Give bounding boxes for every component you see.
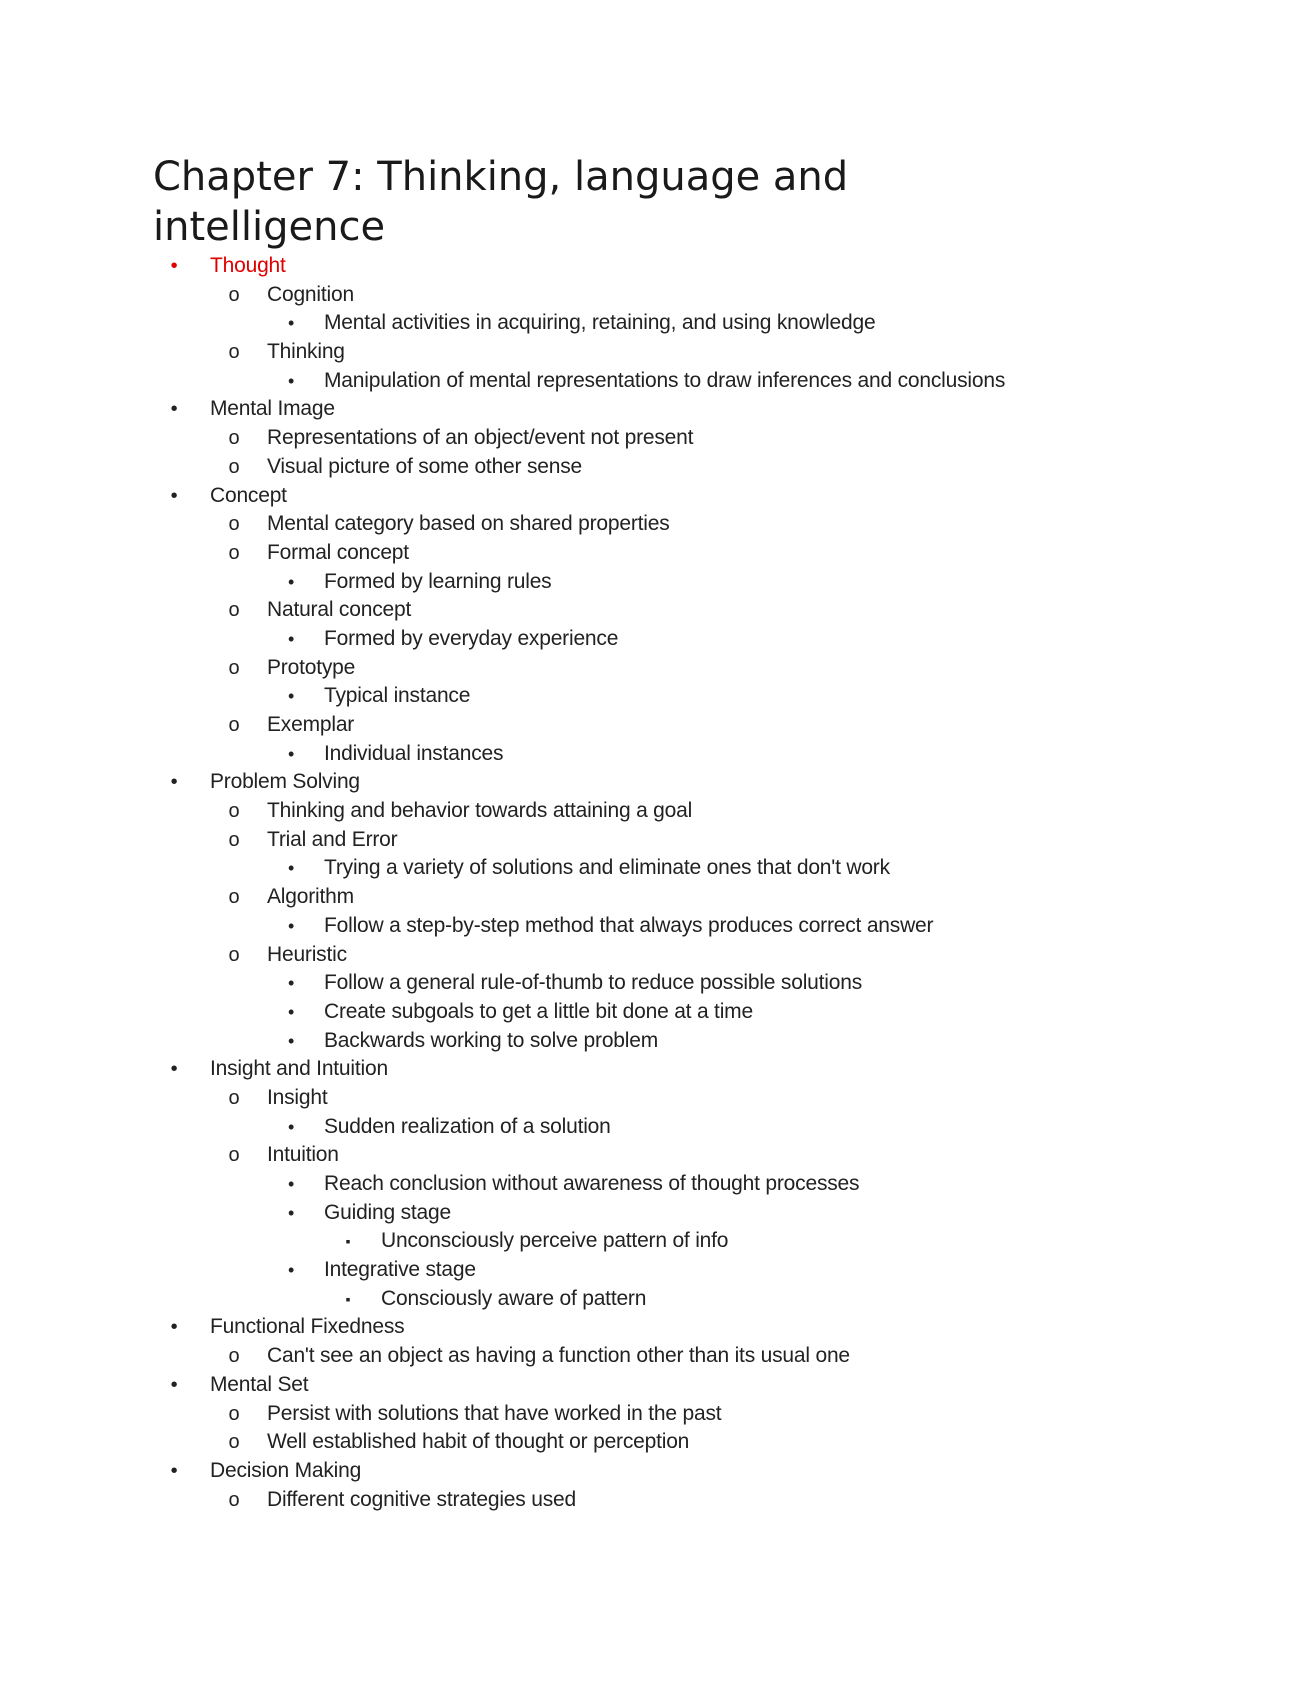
outline-item-level-3 <box>0 1170 1306 1199</box>
outline-item-text: Algorithm <box>267 885 354 909</box>
outline-item-level-1 <box>0 1457 1306 1486</box>
outline-item-text: Prototype <box>267 655 356 679</box>
outline-item-level-2 <box>0 826 1306 855</box>
outline-item-level-2 <box>0 654 1306 683</box>
outline-item-text: Formed by learning rules <box>324 569 552 593</box>
circle-bullet-icon: o <box>228 800 240 823</box>
outline-list <box>0 252 1306 1514</box>
outline-item-level-1 <box>0 1371 1306 1400</box>
outline-item-level-2 <box>0 1342 1306 1371</box>
circle-bullet-icon: o <box>228 283 240 306</box>
outline-item-text: Decision Making <box>210 1458 362 1482</box>
outline-item-level-3 <box>0 682 1306 711</box>
outline-item-text: Mental Set <box>210 1372 309 1396</box>
disc-bullet-icon: • <box>287 571 295 592</box>
disc-bullet-icon: • <box>170 255 178 277</box>
outline-item-level-3 <box>0 740 1306 769</box>
outline-item-text: Cognition <box>267 282 354 306</box>
outline-item-text: Problem Solving <box>210 770 360 794</box>
outline-item-text: Can't see an object as having a function other than its usual one <box>267 1344 850 1368</box>
outline-item-text: Thinking <box>267 340 345 364</box>
outline-item-text: Mental category based on shared properties <box>267 512 670 536</box>
outline-item-text: Trying a variety of solutions and eliminate ones that don't work <box>324 856 890 880</box>
disc-bullet-icon: • <box>287 1116 295 1137</box>
disc-bullet-icon: • <box>287 370 295 391</box>
outline-item-text: Typical instance <box>324 684 471 708</box>
outline-item-level-2 <box>0 1400 1306 1429</box>
outline-item-text: Formal concept <box>267 540 409 564</box>
disc-bullet-icon: • <box>287 1260 295 1281</box>
circle-bullet-icon: o <box>228 1402 240 1425</box>
circle-bullet-icon: o <box>228 656 240 679</box>
outline-item-text: Thought <box>210 254 286 277</box>
outline-item-level-2 <box>0 1428 1306 1457</box>
disc-bullet-icon: • <box>287 1001 295 1022</box>
outline-item-level-1 <box>0 1055 1306 1084</box>
outline-item-text: Concept <box>210 483 287 507</box>
outline-item-level-3 <box>0 1113 1306 1142</box>
outline-item-level-4 <box>0 1285 1306 1314</box>
outline-item-level-3 <box>0 854 1306 883</box>
outline-item-text: Guiding stage <box>324 1200 451 1224</box>
outline-item-level-2 <box>0 797 1306 826</box>
outline-item-level-4 <box>0 1227 1306 1256</box>
outline-item-level-2 <box>0 1141 1306 1170</box>
outline-item-text: Functional Fixedness <box>210 1315 405 1339</box>
disc-bullet-icon: • <box>170 398 178 421</box>
disc-bullet-icon: • <box>170 771 178 794</box>
disc-bullet-icon: • <box>287 313 295 334</box>
outline-item-text: Unconsciously perceive pattern of info <box>381 1229 729 1253</box>
outline-item-level-3 <box>0 969 1306 998</box>
outline-item-text: Insight <box>267 1085 328 1109</box>
outline-item-level-3 <box>0 1027 1306 1056</box>
outline-item-text: Natural concept <box>267 598 412 622</box>
outline-item-level-3 <box>0 568 1306 597</box>
outline-item-text: Heuristic <box>267 942 347 966</box>
outline-item-text: Create subgoals to get a little bit done at a time <box>324 999 753 1023</box>
outline-item-level-2 <box>0 539 1306 568</box>
outline-item-level-2 <box>0 424 1306 453</box>
outline-item-level-1 <box>0 1313 1306 1342</box>
outline-item-text: Well established habit of thought or perception <box>267 1430 690 1454</box>
disc-bullet-icon: • <box>287 1030 295 1051</box>
outline-item-level-2 <box>0 453 1306 482</box>
outline-item-level-2 <box>0 338 1306 367</box>
outline-item-text: Mental activities in acquiring, retaining, and using knowledge <box>324 311 876 335</box>
outline-item-text: Exemplar <box>267 713 355 736</box>
outline-item-level-1 <box>0 395 1306 424</box>
outline-item-text: Representations of an object/event not present <box>267 426 694 450</box>
outline-item-text: Follow a step-by-step method that always produces correct answer <box>324 913 934 937</box>
circle-bullet-icon: o <box>228 828 240 851</box>
circle-bullet-icon: o <box>228 341 240 364</box>
outline-item-text: Insight and Intuition <box>210 1057 388 1081</box>
outline-item-level-2 <box>0 510 1306 539</box>
outline-item-level-2 <box>0 596 1306 625</box>
square-bullet-icon: ▪ <box>345 1290 351 1307</box>
outline-item-level-3 <box>0 1256 1306 1285</box>
disc-bullet-icon: • <box>287 1174 295 1194</box>
disc-bullet-icon: • <box>170 1373 178 1396</box>
circle-bullet-icon: o <box>228 541 240 564</box>
outline-item-text: Sudden realization of a solution <box>324 1114 611 1138</box>
outline-item-level-2 <box>0 941 1306 970</box>
circle-bullet-icon: o <box>228 714 240 736</box>
outline-item-text: Different cognitive strategies used <box>267 1487 576 1511</box>
disc-bullet-icon: • <box>287 915 295 936</box>
outline-item-level-3 <box>0 367 1306 396</box>
outline-item-text: Intuition <box>267 1143 339 1167</box>
outline-item-text: Mental Image <box>210 397 335 421</box>
outline-item-level-2 <box>0 711 1306 740</box>
circle-bullet-icon: o <box>228 943 240 966</box>
circle-bullet-icon: o <box>228 513 240 536</box>
disc-bullet-icon: • <box>170 1459 178 1482</box>
disc-bullet-icon: • <box>170 1058 178 1081</box>
outline-item-text: Thinking and behavior towards attaining a goal <box>267 799 693 823</box>
square-bullet-icon: ▪ <box>345 1233 351 1250</box>
outline-item-level-3 <box>0 309 1306 338</box>
outline-item-level-1 <box>0 252 1306 281</box>
outline-item-text: Consciously aware of pattern <box>381 1286 647 1310</box>
outline-item-text: Individual instances <box>324 741 504 765</box>
disc-bullet-icon: • <box>287 628 295 649</box>
outline-item-level-2 <box>0 883 1306 912</box>
circle-bullet-icon: o <box>228 1431 240 1454</box>
outline-item-level-1 <box>0 768 1306 797</box>
outline-item-level-2 <box>0 1486 1306 1515</box>
outline-item-text: Follow a general rule-of-thumb to reduce possible solutions <box>324 971 862 995</box>
outline-item-text: Integrative stage <box>324 1258 476 1282</box>
outline-item-text: Backwards working to solve problem <box>324 1028 659 1052</box>
outline-item-text: Visual picture of some other sense <box>267 454 582 478</box>
disc-bullet-icon: • <box>170 1316 178 1339</box>
disc-bullet-icon: • <box>287 743 295 764</box>
circle-bullet-icon: o <box>228 886 240 909</box>
outline-item-level-3 <box>0 912 1306 941</box>
disc-bullet-icon: • <box>287 973 295 994</box>
outline-item-text: Trial and Error <box>267 827 398 851</box>
circle-bullet-icon: o <box>228 1144 240 1167</box>
outline-item-text: Manipulation of mental representations to draw inferences and conclusions <box>324 368 1006 392</box>
outline-item-level-3 <box>0 625 1306 654</box>
circle-bullet-icon: o <box>228 1086 240 1109</box>
outline-item-text: Reach conclusion without awareness of thought processes <box>324 1172 860 1195</box>
outline-item-text: Persist with solutions that have worked in the past <box>267 1401 722 1425</box>
disc-bullet-icon: • <box>287 686 295 707</box>
circle-bullet-icon: o <box>228 427 240 450</box>
outline-item-level-2 <box>0 281 1306 310</box>
outline-item-level-3 <box>0 1199 1306 1228</box>
page-title: Chapter 7: Thinking, language and intelligence <box>153 154 849 250</box>
outline-item-level-3 <box>0 998 1306 1027</box>
circle-bullet-icon: o <box>228 599 240 622</box>
circle-bullet-icon: o <box>228 1345 240 1368</box>
disc-bullet-icon: • <box>287 858 295 879</box>
outline-item-text: Formed by everyday experience <box>324 626 619 650</box>
outline-item-level-2 <box>0 1084 1306 1113</box>
circle-bullet-icon: o <box>228 1488 240 1511</box>
circle-bullet-icon: o <box>228 455 240 478</box>
disc-bullet-icon: • <box>170 484 178 507</box>
outline-item-level-1 <box>0 482 1306 511</box>
disc-bullet-icon: • <box>287 1202 295 1223</box>
